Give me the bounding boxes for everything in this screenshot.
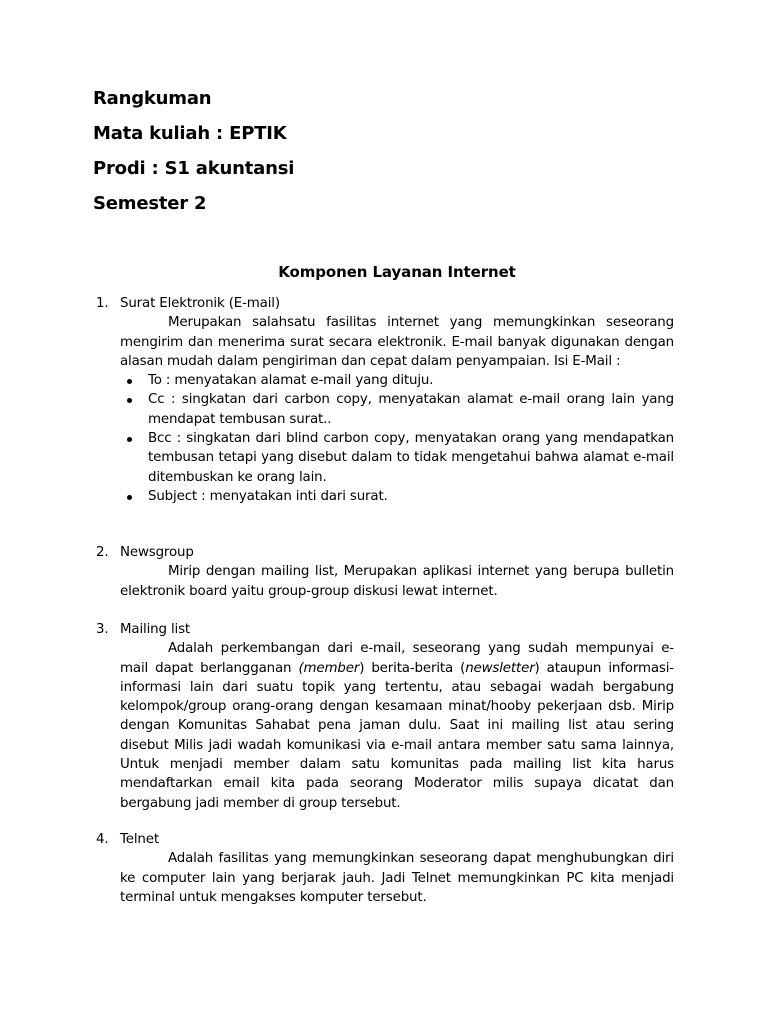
section-body — [120, 562, 674, 601]
bullet-item — [120, 487, 674, 506]
header-program: Prodi : S1 akuntansi — [93, 158, 295, 179]
section-number: 1. — [96, 296, 109, 311]
document-title: Komponen Layanan Internet — [278, 263, 516, 281]
paragraph-emphasis: (member — [298, 660, 360, 676]
section-heading — [96, 543, 674, 562]
bullet-item — [120, 371, 674, 390]
bullet-item — [120, 390, 674, 429]
section-body — [120, 639, 674, 813]
section-body — [120, 849, 674, 907]
section-newsgroup — [96, 543, 674, 601]
section-number: 4. — [96, 832, 109, 847]
section-telnet — [96, 830, 674, 907]
bullet-text: To : menyatakan alamat e-mail yang dituju. — [148, 373, 434, 389]
paragraph-text: Adalah perkembangan dari e-mail, seseorang yang sudah mempunyai e-mail dapat berlangganan — [120, 641, 674, 676]
paragraph-text: ) berita-berita ( — [359, 660, 466, 676]
section-number: 2. — [96, 545, 109, 560]
bullet-dot-icon — [127, 398, 132, 403]
section-title: Surat Elektronik (E-mail) — [120, 296, 280, 311]
bullet-item — [120, 429, 674, 487]
bullet-dot-icon — [127, 379, 132, 384]
bullet-dot-icon — [127, 437, 132, 442]
header-rangkuman: Rangkuman — [93, 88, 212, 109]
bullet-text: Cc : singkatan dari carbon copy, menyatakan alamat e-mail orang lain yang mendapat tembusan surat.. — [148, 392, 674, 427]
section-mailing-list — [96, 620, 674, 813]
section-body — [120, 313, 674, 506]
header-course: Mata kuliah : EPTIK — [93, 123, 287, 144]
paragraph-text: ) ataupun informasi-informasi lain dari suatu topik yang tertentu, atau sebagai wadah bergabung kelompok/group orang-orang dengan kesamaan minat/hooby pekerjaan dsb. Mirip dengan Komunitas Sahabat pena jaman dulu. Saat ini mailing list atau sering disebut Milis jadi wadah komunikasi via e-mail antara member satu sama lainnya, Untuk menjadi member dalam satu komunitas pada mailing list kita harus mendaftarkan email kita pada seorang Moderator milis supaya dicatat dan bergabung jadi member di group tersebut. — [120, 660, 674, 811]
section-heading — [96, 830, 674, 849]
section-paragraph: Merupakan salahsatu fasilitas internet yang memungkinkan seseorang mengirim dan menerima surat secara elektronik. E-mail banyak digunakan dengan alasan mudah dalam pengiriman dan cepat dalam penyampaian. Isi E-Mail : — [120, 315, 674, 369]
section-title: Telnet — [120, 832, 159, 847]
section-paragraph: Mirip dengan mailing list, Merupakan aplikasi internet yang berupa bulletin elektronik board yaitu group-group diskusi lewat internet. — [120, 564, 674, 599]
bullet-list — [120, 371, 674, 506]
section-heading — [96, 620, 674, 639]
section-paragraph — [120, 639, 674, 813]
header-semester: Semester 2 — [93, 193, 207, 214]
paragraph-emphasis: newsletter — [465, 660, 535, 676]
section-email — [96, 294, 674, 506]
section-heading — [96, 294, 674, 313]
section-title: Newsgroup — [120, 545, 194, 560]
bullet-text: Subject : menyatakan inti dari surat. — [148, 488, 388, 504]
bullet-text: Bcc : singkatan dari blind carbon copy, menyatakan orang yang mendapatkan tembusan tetapi yang disebut dalam to tidak mengetahui bahwa alamat e-mail ditembuskan ke orang lain. — [148, 431, 674, 485]
bullet-dot-icon — [127, 495, 132, 500]
section-number: 3. — [96, 622, 109, 637]
section-title: Mailing list — [120, 622, 191, 637]
section-paragraph: Adalah fasilitas yang memungkinkan seseorang dapat menghubungkan diri ke computer lain yang berjarak jauh. Jadi Telnet memungkinkan PC kita menjadi terminal untuk mengakses komputer tersebut. — [120, 851, 674, 905]
